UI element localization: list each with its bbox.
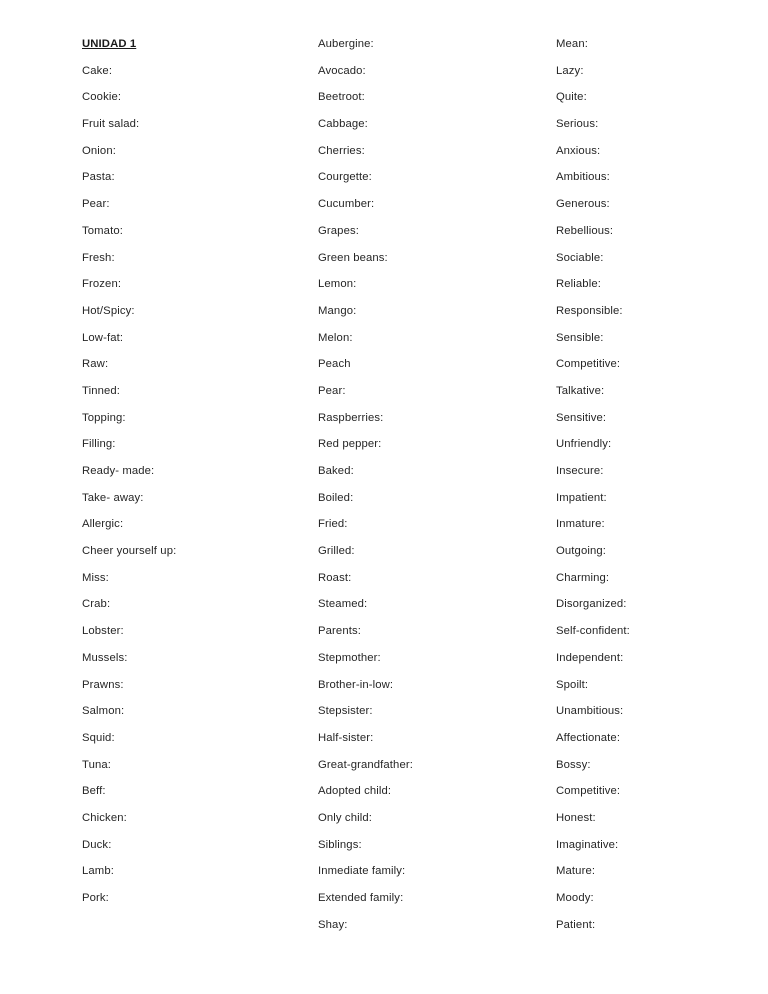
vocabulary-entry: Mussels: (82, 651, 128, 664)
vocabulary-entry: Half-sister: (318, 731, 374, 744)
vocabulary-entry: Raw: (82, 358, 109, 371)
vocabulary-entry: Salmon: (82, 705, 125, 718)
vocabulary-entry: Onion: (82, 144, 116, 157)
vocabulary-entry: Pasta: (82, 171, 115, 184)
vocabulary-entry: Miss: (82, 571, 109, 584)
vocabulary-entry: Tuna: (82, 758, 112, 771)
vocabulary-entry: Spoilt: (556, 678, 589, 691)
vocabulary-entry: Inmature: (556, 518, 605, 531)
vocabulary-entry: Honest: (556, 811, 596, 824)
column-2-entries (318, 31, 556, 938)
vocabulary-entry: Raspberries: (318, 411, 384, 424)
vocabulary-entry: Generous: (556, 198, 610, 211)
vocabulary-entry: Reliable: (556, 278, 601, 291)
vocabulary-entry: Duck: (82, 838, 112, 851)
vocabulary-entry: Steamed: (318, 598, 368, 611)
vocabulary-entry: Baked: (318, 465, 354, 477)
vocabulary-entry: Cherries: (318, 144, 365, 157)
vocabulary-entry: Courgette: (318, 171, 372, 184)
vocabulary-entry: Hot/Spicy: (82, 304, 135, 317)
vocabulary-entry: Parents: (318, 625, 361, 638)
vocabulary-entry: Stepmother: (318, 651, 381, 664)
vocabulary-entry: Quite: (556, 91, 587, 104)
vocabulary-entry: Cabbage: (318, 118, 368, 131)
vocabulary-entry: Imaginative: (556, 838, 619, 851)
vocabulary-entry: Avocado: (318, 64, 366, 77)
vocabulary-column-1 (82, 31, 318, 912)
vocabulary-entry: Boiled: (318, 491, 354, 504)
vocabulary-entry: Green beans: (318, 251, 388, 264)
vocabulary-entry: Grilled: (318, 545, 355, 558)
vocabulary-entry: Aubergine: (318, 38, 374, 50)
vocabulary-entry: Mean: (556, 38, 588, 50)
vocabulary-entry: Mango: (318, 304, 357, 317)
vocabulary-entry: Self-confident: (556, 625, 630, 638)
vocabulary-entry: Pear: (318, 384, 346, 397)
vocabulary-entry: Moody: (556, 892, 594, 904)
vocabulary-entry: Cookie: (82, 91, 122, 104)
vocabulary-entry: Unfriendly: (556, 438, 612, 451)
vocabulary-entry: Grapes: (318, 224, 359, 237)
vocabulary-entry: Pork: (82, 892, 109, 904)
vocabulary-entry: Filling: (82, 438, 116, 451)
page-title: UNIDAD 1 (82, 38, 137, 50)
vocabulary-entry: Cucumber: (318, 198, 375, 211)
vocabulary-entry: Beff: (82, 785, 106, 798)
vocabulary-entry: Talkative: (556, 384, 605, 397)
vocabulary-entry: Fresh: (82, 251, 115, 264)
vocabulary-entry: Insecure: (556, 465, 604, 477)
vocabulary-entry: Charming: (556, 571, 610, 584)
vocabulary-entry: Stepsister: (318, 705, 373, 718)
vocabulary-entry: Great-grandfather: (318, 758, 413, 771)
vocabulary-entry: Patient: (556, 918, 596, 931)
column-3-entries (556, 31, 742, 938)
vocabulary-entry: Lobster: (82, 625, 124, 638)
vocabulary-entry: Rebellious: (556, 224, 614, 237)
vocabulary-entry: Bossy: (556, 758, 591, 771)
vocabulary-entry: Lamb: (82, 865, 114, 878)
vocabulary-entry: Ready- made: (82, 465, 155, 477)
vocabulary-entry: Peach (318, 358, 351, 371)
vocabulary-entry: Siblings: (318, 838, 362, 851)
vocabulary-column-3 (556, 31, 742, 938)
vocabulary-entry: Anxious: (556, 144, 601, 157)
vocabulary-entry: Brother-in-low: (318, 678, 394, 691)
vocabulary-entry: Roast: (318, 571, 352, 584)
vocabulary-entry: Topping: (82, 411, 126, 424)
vocabulary-entry: Prawns: (82, 678, 124, 691)
vocabulary-entry: Affectionate: (556, 731, 621, 744)
vocabulary-entry: Take- away: (82, 491, 144, 504)
vocabulary-entry: Fruit salad: (82, 118, 140, 131)
vocabulary-entry: Red pepper: (318, 438, 382, 451)
vocabulary-entry: Disorganized: (556, 598, 627, 611)
vocabulary-entry: Low-fat: (82, 331, 124, 344)
vocabulary-entry: Sensitive: (556, 411, 607, 424)
vocabulary-entry: Crab: (82, 598, 111, 611)
vocabulary-entry: Squid: (82, 731, 115, 744)
vocabulary-entry: Independent: (556, 651, 624, 664)
vocabulary-entry: Frozen: (82, 278, 122, 291)
vocabulary-column-2 (318, 31, 556, 938)
vocabulary-entry: Competitive: (556, 358, 621, 371)
vocabulary-entry: Fried: (318, 518, 348, 531)
vocabulary-entry: Chicken: (82, 811, 127, 824)
vocabulary-entry: Responsible: (556, 304, 623, 317)
vocabulary-entry: Cake: (82, 64, 113, 77)
vocabulary-columns (82, 31, 742, 938)
vocabulary-entry: Tomato: (82, 224, 123, 237)
vocabulary-entry: Mature: (556, 865, 596, 878)
vocabulary-entry: Shay: (318, 918, 348, 931)
vocabulary-entry: Only child: (318, 811, 372, 824)
vocabulary-entry: Allergic: (82, 518, 124, 531)
vocabulary-entry: Beetroot: (318, 91, 365, 104)
vocabulary-entry: Unambitious: (556, 705, 624, 718)
vocabulary-entry: Lazy: (556, 64, 584, 77)
vocabulary-entry: Lemon: (318, 278, 357, 291)
vocabulary-entry: Sociable: (556, 251, 604, 264)
vocabulary-entry: Extended family: (318, 892, 404, 904)
vocabulary-entry: Competitive: (556, 785, 621, 798)
vocabulary-entry: Pear: (82, 198, 110, 211)
vocabulary-entry: Ambitious: (556, 171, 610, 184)
vocabulary-entry: Outgoing: (556, 545, 607, 558)
vocabulary-entry: Inmediate family: (318, 865, 406, 878)
column-1-entries (82, 58, 318, 912)
vocabulary-entry: Sensible: (556, 331, 604, 344)
vocabulary-entry: Adopted child: (318, 785, 392, 798)
vocabulary-entry: Impatient: (556, 491, 607, 504)
vocabulary-entry: Tinned: (82, 384, 121, 397)
vocabulary-entry: Serious: (556, 118, 599, 131)
vocabulary-entry: Cheer yourself up: (82, 545, 177, 558)
vocabulary-entry: Melon: (318, 331, 353, 344)
